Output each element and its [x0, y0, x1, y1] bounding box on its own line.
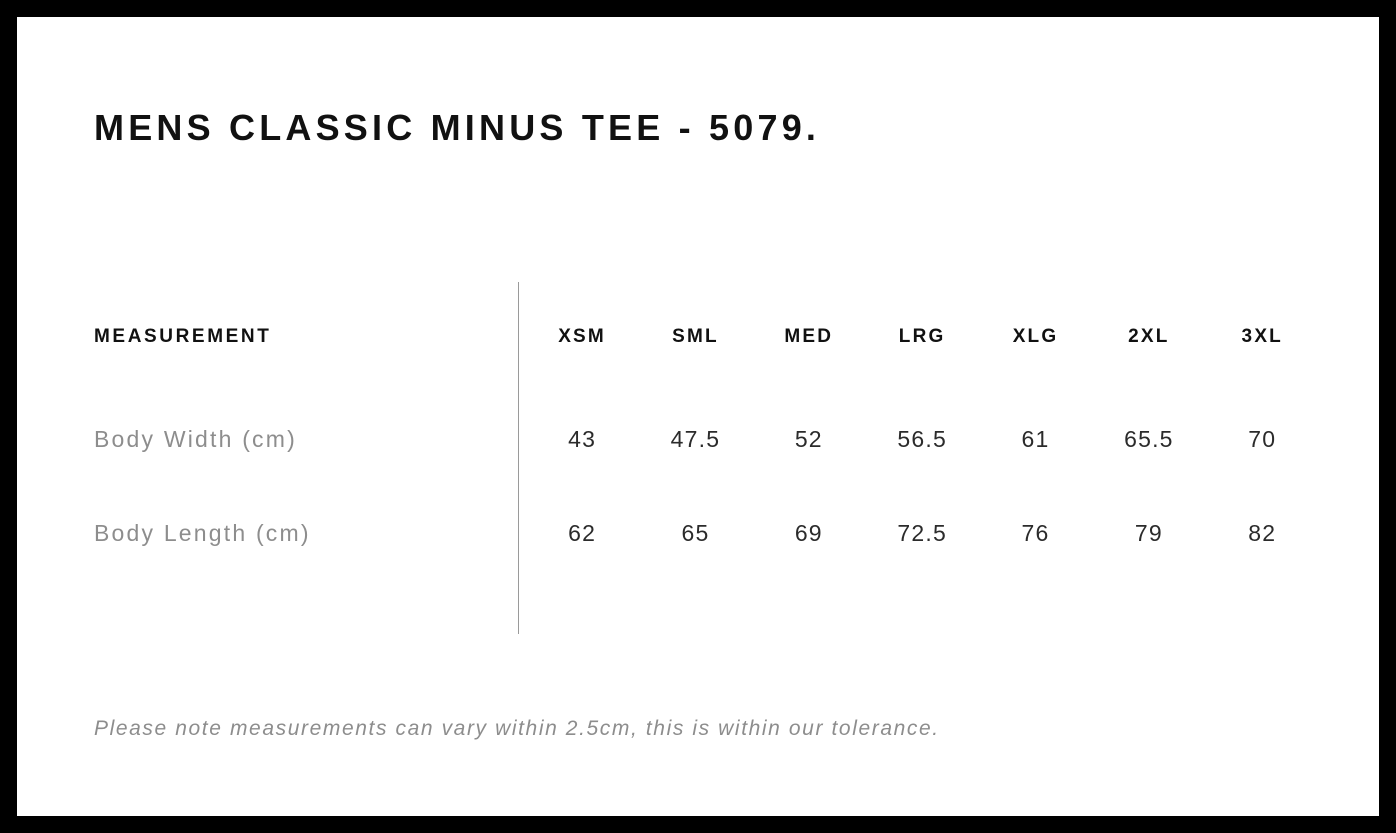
cell-body-length-sml: 65: [681, 519, 710, 546]
cell-body-width-med: 52: [794, 425, 823, 452]
cell-body-length-3xl: 82: [1248, 519, 1277, 546]
cell-body-width-sml: 47.5: [670, 425, 721, 452]
cell-body-length-lrg: 72.5: [897, 519, 947, 546]
table-vertical-divider: [518, 282, 519, 634]
size-table-container: [94, 282, 1324, 580]
cell-body-length-xsm: 62: [568, 519, 597, 546]
cell-body-length-xlg: 76: [1021, 519, 1050, 546]
row-label-body-length: Body Length (cm): [94, 519, 311, 546]
column-header-xlg: XLG: [1012, 326, 1059, 347]
column-header-3xl: 3XL: [1241, 326, 1283, 347]
row-label-body-width: Body Width (cm): [94, 425, 297, 452]
tolerance-note: Please note measurements can vary within 2.5cm, this is within our tolerance.: [94, 717, 940, 740]
column-header-measurement: MEASUREMENT: [94, 326, 272, 347]
column-header-med: MED: [784, 326, 834, 347]
table-header-row: [94, 282, 1319, 392]
size-chart-page: [17, 17, 1379, 816]
cell-body-width-xlg: 61: [1021, 425, 1050, 452]
column-header-2xl: 2XL: [1128, 326, 1170, 347]
cell-body-width-xsm: 43: [568, 425, 597, 452]
size-table: [94, 282, 1319, 580]
cell-body-length-2xl: 79: [1134, 519, 1163, 546]
column-header-sml: SML: [672, 326, 719, 347]
cell-body-width-2xl: 65.5: [1124, 425, 1174, 452]
cell-body-width-lrg: 56.5: [897, 425, 947, 452]
column-header-xsm: XSM: [558, 326, 606, 347]
cell-body-width-3xl: 70: [1248, 425, 1277, 452]
table-row: [94, 392, 1319, 486]
table-row: [94, 486, 1319, 580]
cell-body-length-med: 69: [794, 519, 823, 546]
column-header-lrg: LRG: [898, 326, 946, 347]
page-title: MENS CLASSIC MINUS TEE - 5079.: [94, 107, 821, 148]
